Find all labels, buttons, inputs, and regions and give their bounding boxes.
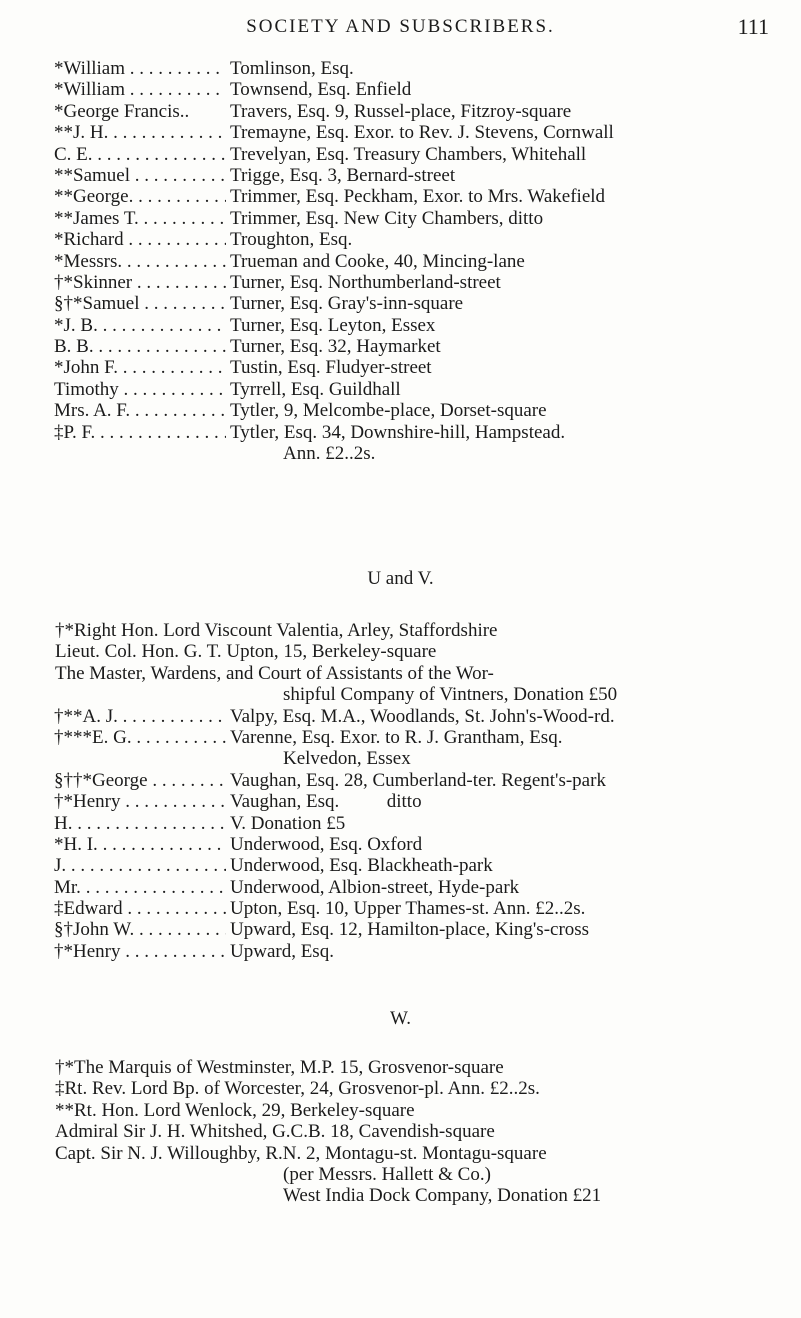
given-name: **James T. . . . bbox=[54, 208, 264, 229]
given-name: **George. . . . bbox=[54, 186, 264, 207]
surname-address: Underwood, Esq. Blackheath-park bbox=[226, 855, 791, 876]
given-name: Mr. . . . bbox=[54, 877, 264, 898]
surname-address: Trueman and Cooke, 40, Mincing-lane bbox=[226, 251, 791, 272]
surname-address: Tustin, Esq. Fludyer-street bbox=[226, 357, 791, 378]
given-name: †**A. J. . . . bbox=[54, 706, 264, 727]
list-item bbox=[0, 122, 801, 143]
surname-address: Underwood, Esq. Oxford bbox=[226, 834, 791, 855]
given-name: ‡Edward . . . bbox=[54, 898, 264, 919]
list-item bbox=[0, 641, 801, 662]
surname-address: Trigge, Esq. 3, Bernard-street bbox=[226, 165, 791, 186]
continuation-text: (per Messrs. Hallett & Co.) bbox=[283, 1163, 491, 1185]
list-item bbox=[0, 855, 801, 876]
list-item bbox=[0, 315, 801, 336]
given-name: §††*George . . . bbox=[54, 770, 264, 791]
list-item bbox=[0, 1143, 801, 1164]
surname-address: Turner, Esq. Gray's-inn-square bbox=[226, 293, 791, 314]
list-item bbox=[0, 165, 801, 186]
surname-address: Trimmer, Esq. New City Chambers, ditto bbox=[226, 208, 791, 229]
surname-address: Varenne, Esq. Exor. to R. J. Grantham, Esq. bbox=[226, 727, 791, 748]
given-name: *J. B. . . . bbox=[54, 315, 264, 336]
list-item bbox=[0, 919, 801, 940]
surname-address: Valpy, Esq. M.A., Woodlands, St. John's-Wood-rd. bbox=[226, 706, 791, 727]
list-item bbox=[0, 663, 801, 684]
full-entry: ‡Rt. Rev. Lord Bp. of Worcester, 24, Grosvenor-pl. Ann. £2..2s. bbox=[55, 1078, 540, 1100]
list-item bbox=[0, 293, 801, 314]
given-name: *John F. . . . bbox=[54, 357, 264, 378]
continuation-text: Kelvedon, Essex bbox=[283, 748, 411, 770]
continuation-text: shipful Company of Vintners, Donation £50 bbox=[283, 684, 618, 706]
given-name: *George Francis.. bbox=[54, 100, 190, 122]
list-item bbox=[0, 834, 801, 855]
surname-address: Townsend, Esq. Enfield bbox=[226, 79, 791, 100]
surname-address: V. Donation £5 bbox=[226, 813, 791, 834]
continuation-line bbox=[0, 1185, 801, 1206]
list-item bbox=[0, 770, 801, 791]
surname-address: Vaughan, Esq. 28, Cumberland-ter. Regent's-park bbox=[226, 770, 791, 791]
full-entry: Admiral Sir J. H. Whitshed, G.C.B. 18, Cavendish-square bbox=[55, 1121, 495, 1143]
surname-address: Tytler, Esq. 34, Downshire-hill, Hampstead. bbox=[226, 422, 791, 443]
surname-address: Vaughan, Esq. ditto bbox=[226, 791, 791, 812]
given-name: §†John W. . . . bbox=[54, 919, 264, 940]
list-item bbox=[0, 941, 801, 962]
subscriber-list-w bbox=[0, 1057, 801, 1207]
continuation-line bbox=[0, 443, 801, 464]
list-item bbox=[0, 208, 801, 229]
list-item bbox=[0, 727, 801, 748]
full-entry: Lieut. Col. Hon. G. T. Upton, 15, Berkeley-square bbox=[55, 641, 437, 663]
list-item bbox=[0, 791, 801, 812]
given-name: Timothy . . . bbox=[54, 379, 264, 400]
list-item bbox=[0, 1100, 801, 1121]
page-number: 111 bbox=[737, 14, 769, 39]
surname-address: Trevelyan, Esq. Treasury Chambers, Whitehall bbox=[226, 144, 791, 165]
list-item bbox=[0, 186, 801, 207]
list-item bbox=[0, 79, 801, 100]
running-head: SOCIETY AND SUBSCRIBERS. bbox=[246, 16, 555, 37]
given-name: †***E. G. . . . bbox=[54, 727, 264, 748]
list-item bbox=[0, 706, 801, 727]
given-name: H. . . . bbox=[54, 813, 264, 834]
given-name: ‡P. F. . . . bbox=[54, 422, 264, 443]
surname-address: Turner, Esq. Northumberland-street bbox=[226, 272, 791, 293]
list-item bbox=[0, 251, 801, 272]
continuation-line bbox=[0, 684, 801, 705]
continuation-line bbox=[0, 748, 801, 769]
surname-address: Turner, Esq. 32, Haymarket bbox=[226, 336, 791, 357]
list-item bbox=[0, 877, 801, 898]
given-name: J. . . . bbox=[54, 855, 264, 876]
surname-address: Upton, Esq. 10, Upper Thames-st. Ann. £2..2s. bbox=[226, 898, 791, 919]
given-name: *H. I. . . . bbox=[54, 834, 264, 855]
given-name: **J. H. . . . bbox=[54, 122, 264, 143]
list-item bbox=[0, 357, 801, 378]
subscriber-list-uv bbox=[0, 620, 801, 962]
list-item bbox=[0, 620, 801, 641]
list-item bbox=[0, 422, 801, 443]
surname-address: Upward, Esq. bbox=[226, 941, 791, 962]
surname-address: Travers, Esq. 9, Russel-place, Fitzroy-square bbox=[226, 101, 791, 122]
surname-address: Tytler, 9, Melcombe-place, Dorset-square bbox=[226, 400, 791, 421]
full-entry: **Rt. Hon. Lord Wenlock, 29, Berkeley-square bbox=[55, 1099, 415, 1121]
surname-address: Trimmer, Esq. Peckham, Exor. to Mrs. Wakefield bbox=[226, 186, 791, 207]
list-item bbox=[0, 144, 801, 165]
given-name: †*Skinner . . . bbox=[54, 272, 264, 293]
given-name: B. B. . . . bbox=[54, 336, 264, 357]
given-name: †*Henry . . . bbox=[54, 941, 264, 962]
list-item bbox=[0, 101, 801, 122]
given-name: C. E. . . . bbox=[54, 144, 264, 165]
list-item bbox=[0, 336, 801, 357]
given-name: *William . . . bbox=[54, 58, 264, 79]
given-name: *Richard . . . bbox=[54, 229, 264, 250]
full-entry: †*Right Hon. Lord Viscount Valentia, Arley, Staffordshire bbox=[55, 620, 498, 641]
given-name: *William . . . bbox=[54, 79, 264, 100]
continuation-line bbox=[0, 1164, 801, 1185]
list-item bbox=[0, 1057, 801, 1078]
given-name: Mrs. A. F. . . . bbox=[54, 400, 264, 421]
page-header bbox=[0, 0, 801, 42]
surname-address: Tomlinson, Esq. bbox=[226, 58, 791, 79]
given-name: †*Henry . . . bbox=[54, 791, 264, 812]
list-item bbox=[0, 58, 801, 79]
list-item bbox=[0, 272, 801, 293]
list-item bbox=[0, 1078, 801, 1099]
section-heading-uv: U and V. bbox=[367, 568, 434, 589]
list-item bbox=[0, 400, 801, 421]
list-item bbox=[0, 229, 801, 250]
surname-address: Troughton, Esq. bbox=[226, 229, 791, 250]
full-entry: †*The Marquis of Westminster, M.P. 15, Grosvenor-square bbox=[55, 1057, 504, 1078]
continuation-text: West India Dock Company, Donation £21 bbox=[283, 1185, 602, 1207]
given-name: **Samuel . . . bbox=[54, 165, 264, 186]
surname-address: Underwood, Albion-street, Hyde-park bbox=[226, 877, 791, 898]
surname-address: Tremayne, Esq. Exor. to Rev. J. Stevens, Cornwall bbox=[226, 122, 791, 143]
continuation-text: Ann. £2..2s. bbox=[283, 443, 376, 465]
list-item bbox=[0, 379, 801, 400]
full-entry: Capt. Sir N. J. Willoughby, R.N. 2, Montagu-st. Montagu-square bbox=[55, 1142, 547, 1164]
given-name: §†*Samuel . . . bbox=[54, 293, 264, 314]
list-item bbox=[0, 1121, 801, 1142]
list-item bbox=[0, 898, 801, 919]
subscriber-list-t bbox=[0, 58, 801, 464]
section-heading-w: W. bbox=[390, 1008, 411, 1029]
full-entry: The Master, Wardens, and Court of Assistants of the Wor- bbox=[55, 662, 494, 684]
surname-address: Turner, Esq. Leyton, Essex bbox=[226, 315, 791, 336]
surname-address: Upward, Esq. 12, Hamilton-place, King's-cross bbox=[226, 919, 791, 940]
list-item bbox=[0, 813, 801, 834]
given-name: *Messrs. . . . bbox=[54, 251, 264, 272]
surname-address: Tyrrell, Esq. Guildhall bbox=[226, 379, 791, 400]
